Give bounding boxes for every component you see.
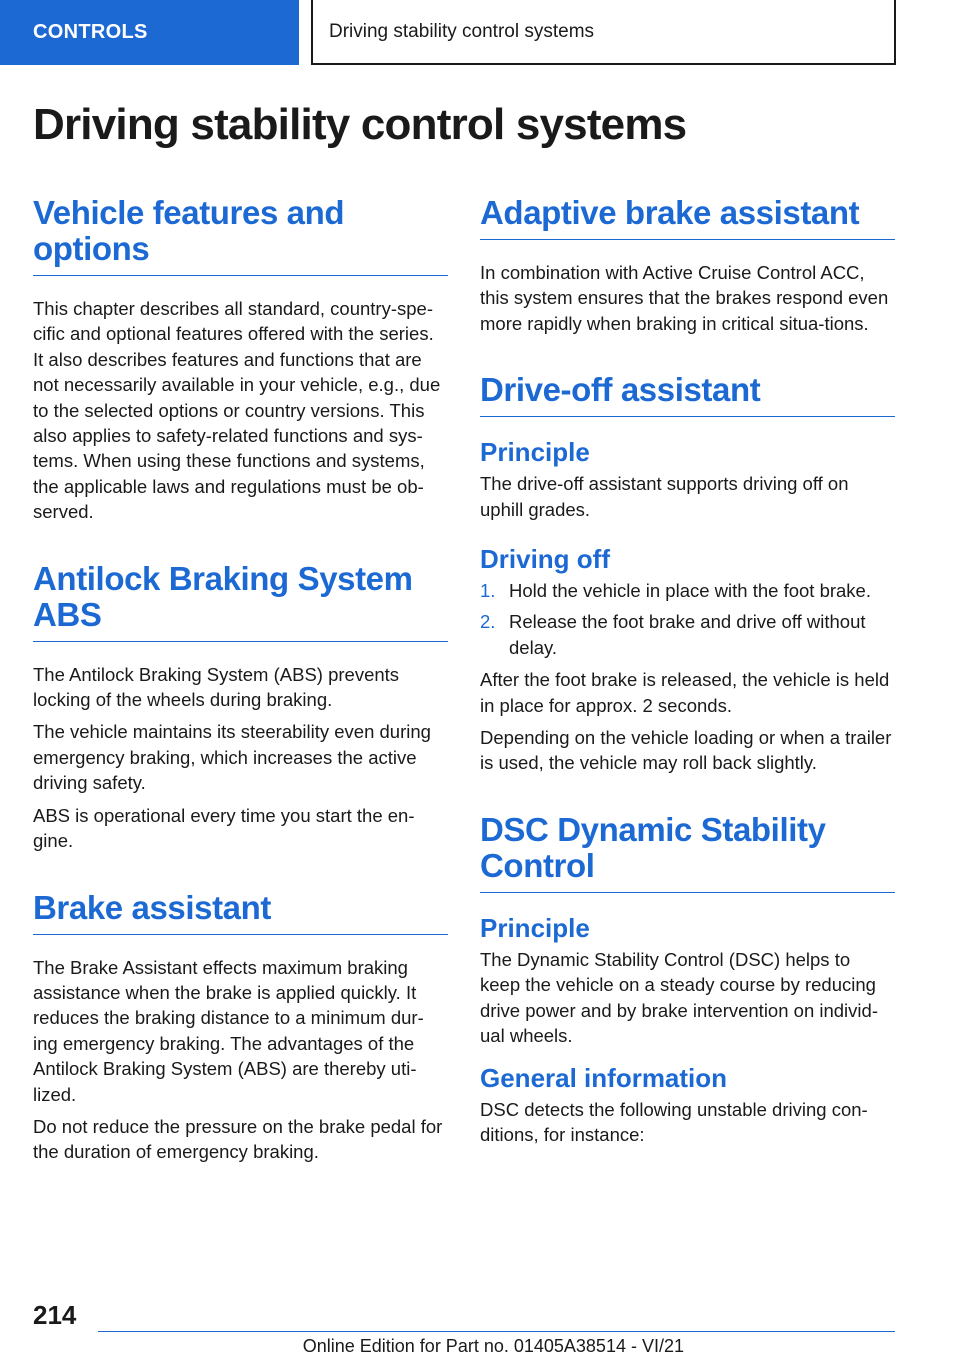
vehicle-features-body: This chapter describes all standard, country-spe-cific and optional features offered with the series. It also describes features and functions that are not necessarily available in your vehicle, e.g., due to the selected options or country versions. This also applies to safety-related functions and sys-tems. When using these functions and systems, the applicable laws and regulations must be ob-served. [33, 298, 441, 523]
subheading-driving-off: Driving off [480, 544, 610, 575]
step-item [480, 609, 895, 660]
dsc-principle-body: The Dynamic Stability Control (DSC) helps to keep the vehicle on a steady course by reducing drive power and by brake intervention on individ-ual wheels. [480, 948, 878, 1047]
heading-vehicle-features: Vehicle features and options [33, 195, 448, 276]
subheading-dsc-principle: Principle [480, 912, 590, 943]
footer-divider [98, 1331, 895, 1332]
heading-drive-off: Drive-off assistant [480, 372, 895, 417]
abs-paragraph-1: The Antilock Braking System (ABS) prevents locking of the wheels during braking. [33, 663, 400, 711]
section-abs [33, 561, 448, 854]
subheading-drive-off-principle: Principle [480, 437, 590, 468]
right-column [480, 195, 895, 1154]
left-column [33, 195, 448, 1172]
page-number: 214 [33, 1300, 77, 1330]
section-brake-assistant [33, 890, 448, 1165]
section-adaptive-brake [480, 195, 895, 336]
driving-off-steps [480, 578, 895, 660]
heading-brake-assistant: Brake assistant [33, 890, 448, 935]
header-section-title: Driving stability control systems [311, 0, 896, 65]
footer-edition: Online Edition for Part no. 01405A38514 - VI/21 [302, 1336, 684, 1356]
heading-dsc: DSC Dynamic Stability Control [480, 812, 895, 893]
drive-off-after-release: After the foot brake is released, the vehicle is held in place for approx. 2 seconds. [480, 669, 890, 716]
step-item [480, 578, 895, 603]
drive-off-loading-note: Depending on the vehicle loading or when a trailer is used, the vehicle may roll back slightly. [480, 727, 892, 774]
step-text: Hold the vehicle in place with the foot brake. [509, 580, 871, 602]
page-title: Driving stability control systems [33, 100, 687, 149]
abs-paragraph-2: The vehicle maintains its steerability even during emergency braking, which increases the active driving safety. [33, 721, 431, 794]
brake-assistant-paragraph-2: Do not reduce the pressure on the brake pedal for the duration of emergency braking. [33, 1115, 443, 1163]
dsc-general-body: DSC detects the following unstable driving con-ditions, for instance: [480, 1098, 868, 1145]
heading-adaptive-brake: Adaptive brake assistant [480, 195, 895, 240]
step-number: 2. [480, 611, 496, 633]
drive-off-principle-body: The drive-off assistant supports driving off on uphill grades. [480, 473, 849, 520]
section-vehicle-features [33, 195, 448, 525]
heading-abs: Antilock Braking System ABS [33, 561, 448, 642]
adaptive-brake-body: In combination with Active Cruise Control ACC, this system ensures that the brakes respond even more rapidly when braking in critical situa-tions. [480, 262, 889, 334]
section-drive-off [480, 372, 895, 776]
step-number: 1. [480, 580, 496, 602]
brake-assistant-paragraph-1: The Brake Assistant effects maximum braking assistance when the brake is applied quickly. It reduces the braking distance to a minimum dur-ing emergency braking. The advantages of the Antilock Braking System (ABS) are thereby uti-lized. [33, 956, 424, 1105]
section-dsc [480, 812, 895, 1147]
step-text: Release the foot brake and drive off without delay. [509, 611, 866, 658]
subheading-dsc-general: General information [480, 1062, 728, 1093]
abs-paragraph-3: ABS is operational every time you start the en-gine. [33, 804, 415, 852]
header-tab-controls[interactable]: CONTROLS [0, 0, 299, 65]
